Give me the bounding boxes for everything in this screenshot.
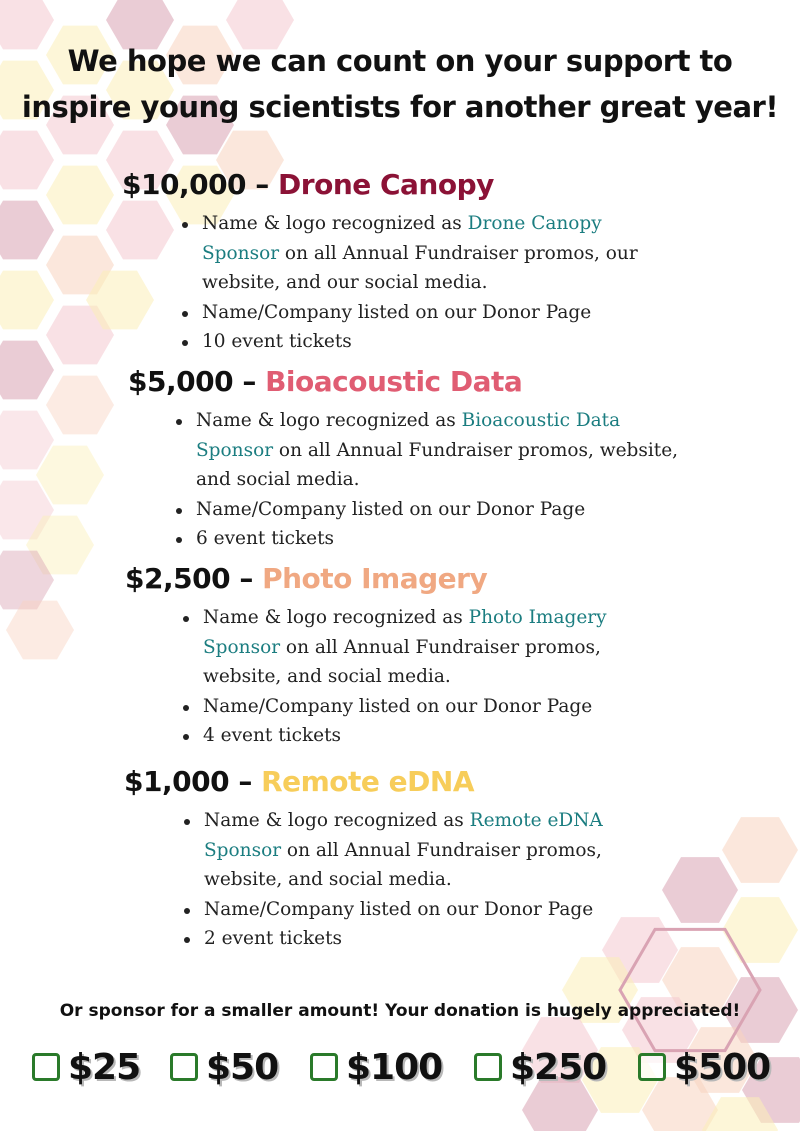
smaller-amount-note: Or sponsor for a smaller amount! Your donation is hugely appreciated! [59, 1001, 741, 1021]
checkbox-icon[interactable] [310, 1053, 338, 1081]
tier-dash: – [255, 168, 269, 201]
tier-heading [122, 167, 722, 203]
donation-option-50[interactable] [170, 1042, 278, 1092]
tier-bioacoustic-data [128, 364, 728, 554]
tier-heading [124, 764, 724, 800]
donation-amount: $500 [674, 1046, 771, 1088]
checkbox-icon[interactable] [638, 1053, 666, 1081]
tier-heading [125, 561, 725, 597]
donation-option-250[interactable] [474, 1042, 606, 1092]
tier-amount: $5,000 [128, 365, 234, 398]
benefit-item: Name/Company listed on our Donor Page [183, 692, 643, 722]
title-line-1: We hope we can count on your support to [67, 44, 733, 78]
tier-photo-imagery [125, 561, 725, 751]
benefit-item: 2 event tickets [184, 924, 644, 954]
donation-option-25[interactable] [32, 1042, 140, 1092]
tier-amount: $2,500 [125, 562, 231, 595]
tier-name: Photo Imagery [262, 562, 488, 595]
donation-amount: $100 [346, 1046, 443, 1088]
tier-heading [128, 364, 728, 400]
benefit-list [184, 806, 644, 954]
checkbox-icon[interactable] [32, 1053, 60, 1081]
benefit-item: 6 event tickets [176, 524, 686, 554]
tier-amount: $1,000 [124, 765, 230, 798]
benefit-list [176, 406, 686, 554]
tier-name: Drone Canopy [278, 168, 494, 201]
benefit-item: Name/Company listed on our Donor Page [176, 495, 686, 525]
donation-amount: $250 [510, 1046, 607, 1088]
checkbox-icon[interactable] [474, 1053, 502, 1081]
benefit-item: 4 event tickets [183, 721, 643, 751]
sponsor-title-link: Bioacoustic Data Sponsor [196, 410, 621, 461]
benefit-item: Name & logo recognized as Remote eDNA Sponsor on all Annual Fundraiser promos, website, and social media. [184, 806, 644, 895]
donation-amount: $50 [206, 1046, 279, 1088]
donation-amount: $25 [68, 1046, 141, 1088]
benefit-item: Name/Company listed on our Donor Page [182, 298, 682, 328]
tier-amount: $10,000 [122, 168, 247, 201]
donation-option-500[interactable] [638, 1042, 770, 1092]
donation-option-100[interactable] [310, 1042, 442, 1092]
title-line-2: inspire young scientists for another great year! [21, 90, 779, 124]
page-title [0, 38, 800, 130]
tier-dash: – [239, 562, 253, 595]
tier-name: Remote eDNA [261, 765, 474, 798]
checkbox-icon[interactable] [170, 1053, 198, 1081]
benefit-item: Name & logo recognized as Bioacoustic Data Sponsor on all Annual Fundraiser promos, website, and social media. [176, 406, 686, 495]
benefit-list [182, 209, 682, 357]
tier-remote-edna [124, 764, 724, 954]
benefit-item: Name/Company listed on our Donor Page [184, 895, 644, 925]
benefit-item: 10 event tickets [182, 327, 682, 357]
tier-dash: – [238, 765, 252, 798]
sponsor-title-link: Photo Imagery Sponsor [203, 607, 607, 658]
benefit-item: Name & logo recognized as Photo Imagery Sponsor on all Annual Fundraiser promos, website, and social media. [183, 603, 643, 692]
tier-dash: – [242, 365, 256, 398]
sponsor-title-link: Remote eDNA Sponsor [204, 810, 603, 861]
sponsor-title-link: Drone Canopy Sponsor [202, 213, 602, 264]
benefit-item: Name & logo recognized as Drone Canopy Sponsor on all Annual Fundraiser promos, our website, and our social media. [182, 209, 682, 298]
benefit-list [183, 603, 643, 751]
tier-name: Bioacoustic Data [265, 365, 523, 398]
donation-options [0, 1042, 800, 1092]
tier-drone-canopy [122, 167, 722, 357]
